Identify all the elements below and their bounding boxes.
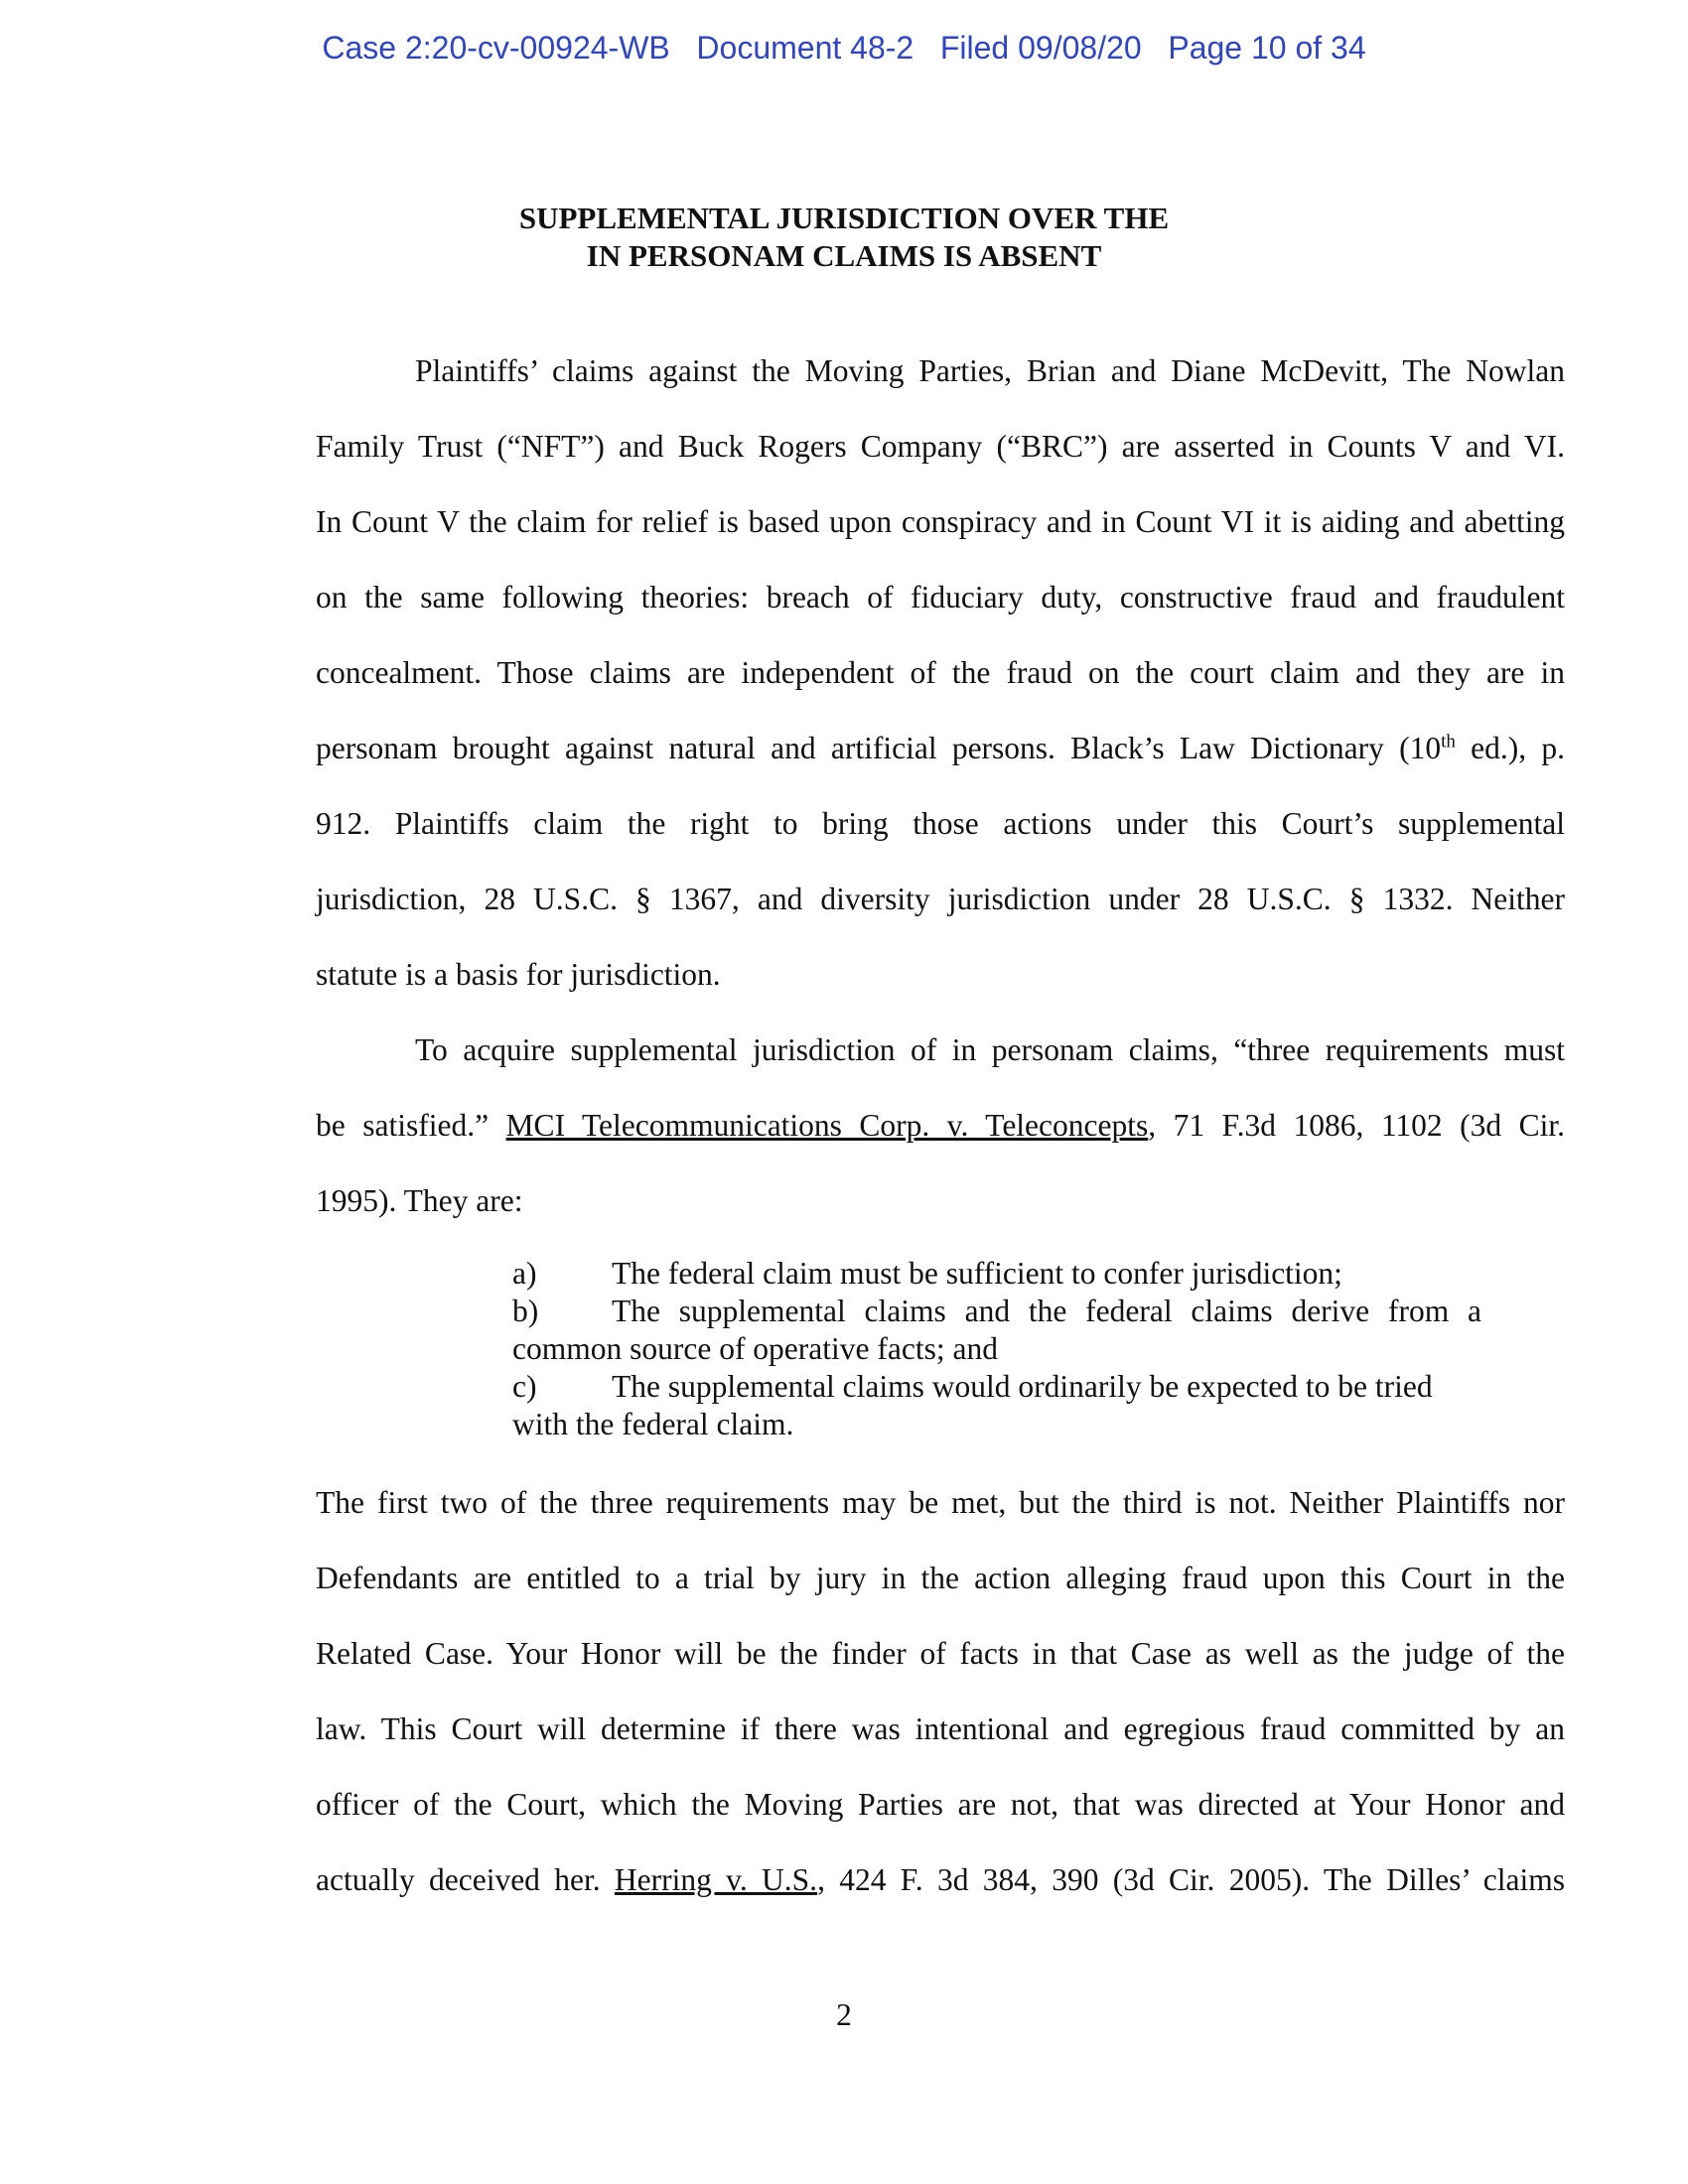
list-item-continuation: with the federal claim. <box>512 1407 794 1441</box>
paragraph-line: Family Trust (“NFT”) and Buck Rogers Company (“BRC”) are asserted in Counts V and VI. <box>316 429 1565 464</box>
paragraph-line: 1995). They are: <box>316 1183 523 1218</box>
paragraph-line: personam brought against natural and artificial persons. Black’s Law Dictionary (10th ed.), p. <box>316 731 1565 765</box>
paragraph-line: jurisdiction, 28 U.S.C. § 1367, and diversity jurisdiction under 28 U.S.C. § 1332. Neither <box>316 882 1565 916</box>
page-number: 2 <box>836 1997 852 2032</box>
paragraph-line: on the same following theories: breach of fiduciary duty, constructive fraud and fraudulent <box>316 580 1565 614</box>
paragraph-line: Related Case. Your Honor will be the finder of facts in that Case as well as the judge of the <box>316 1636 1565 1671</box>
page-count: Page 10 of 34 <box>1168 30 1366 66</box>
case-citation: MCI Telecommunications Corp. v. Teleconcepts <box>505 1108 1149 1143</box>
paragraph-line: Defendants are entitled to a trial by jury in the action alleging fraud upon this Court in the <box>316 1561 1565 1595</box>
paragraph-line: The first two of the three requirements may be met, but the third is not. Neither Plaintiffs nor <box>316 1485 1565 1520</box>
document-number: Document 48-2 <box>696 30 914 66</box>
paragraph-line: In Count V the claim for relief is based upon conspiracy and in Count VI it is aiding and abetting <box>316 504 1565 539</box>
paragraph-line: 912. Plaintiffs claim the right to bring those actions under this Court’s supplemental <box>316 806 1565 841</box>
section-heading-line-1: SUPPLEMENTAL JURISDICTION OVER THE <box>518 201 1170 235</box>
list-item: b) The supplemental claims and the federal claims derive from a <box>512 1294 1481 1328</box>
court-filing-stamp <box>0 30 1688 67</box>
paragraph-line: To acquire supplemental jurisdiction of in personam claims, “three requirements must <box>415 1032 1565 1067</box>
paragraph-line: law. This Court will determine if there was intentional and egregious fraud committed by an <box>316 1711 1565 1746</box>
list-item: a) The federal claim must be sufficient to confer jurisdiction; <box>512 1256 1342 1291</box>
list-item: c) The supplemental claims would ordinarily be expected to be tried <box>512 1369 1433 1404</box>
section-heading-line-2: IN PERSONAM CLAIMS IS ABSENT <box>586 238 1102 273</box>
paragraph-line: actually deceived her. Herring v. U.S., 424 F. 3d 384, 390 (3d Cir. 2005). The Dilles’ claims <box>316 1862 1566 1897</box>
case-number: Case 2:20-cv-00924-WB <box>322 30 670 66</box>
paragraph-line: concealment. Those claims are independent of the fraud on the court claim and they are in <box>316 655 1565 690</box>
filed-date: Filed 09/08/20 <box>939 30 1142 66</box>
paragraph-line: officer of the Court, which the Moving Parties are not, that was directed at Your Honor and <box>316 1787 1565 1822</box>
case-citation: Herring v. U.S. <box>614 1862 818 1897</box>
paragraph-line: Plaintiffs’ claims against the Moving Parties, Brian and Diane McDevitt, The Nowlan <box>415 353 1565 388</box>
paragraph-line: statute is a basis for jurisdiction. <box>316 957 721 992</box>
paragraph-line: be satisfied.” MCI Telecommunications Corp. v. Teleconcepts, 71 F.3d 1086, 1102 (3d Cir. <box>316 1108 1565 1143</box>
list-item-continuation: common source of operative facts; and <box>512 1331 998 1366</box>
